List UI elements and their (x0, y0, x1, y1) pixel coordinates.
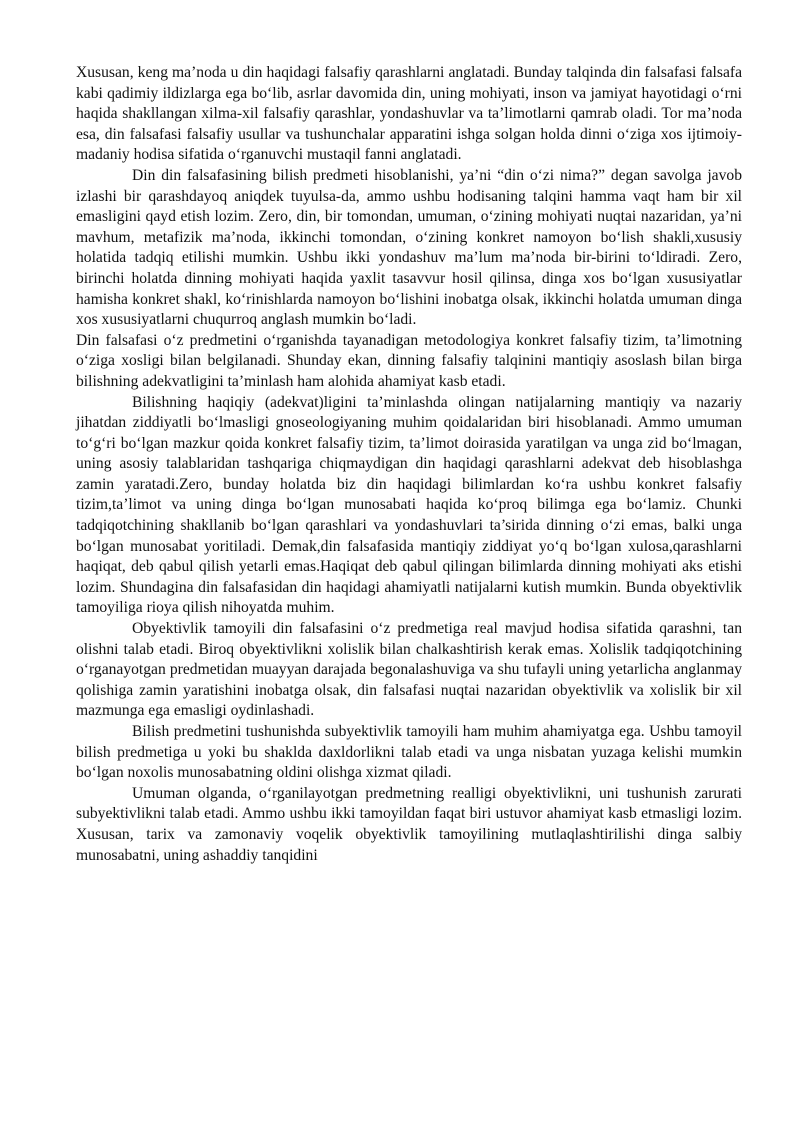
paragraph-7: Umuman olganda, o‘rganilayotgan predmetning realligi obyektivlikni, uni tushunish zarurati subyektivlikni talab etadi. Ammo ushbu ikki tamoyildan faqat biri ustuvor ahamiyat kasb etmasligi lozim. Xususan, tarix va zamonaviy voqelik obyektivlik tamoyilining mutlaqlashtirilishi dinga salbiy munosabatni, uning ashaddiy tanqidini (76, 784, 742, 864)
paragraph-6: Bilish predmetini tushunishda subyektivlik tamoyili ham muhim ahamiyatga ega. Ushbu tamoyil bilish predmetiga u yoki bu shaklda daxldorlikni talab etadi va unga nisbatan yuzaga kelishi mumkin bo‘lgan noxolis munosabatning oldini olishga xizmat qiladi. (76, 723, 742, 782)
document-page (76, 63, 742, 866)
paragraph-4: Bilishning haqiqiy (adekvat)ligini ta’minlashda olingan natijalarning mantiqiy va nazariy jihatdan ziddiyatli bo‘lmasligi gnoseologiyaning muhim qoidalaridan biri hisoblanadi. Ammo umuman to‘g‘ri bo‘lgan mazkur qoida konkret falsafiy tizim, ta’limot doirasida yaratilgan va unga zid bo‘lmagan, uning asosiy talablaridan tashqariga chiqmaydigan din haqidagi qarashlarni adekvat deb hisoblashga zamin yaratadi.Zero, bunday holatda biz din haqidagi bilimlardan ko‘ra ushbu konkret falsafiy tizim,ta’limot va uning dinga bo‘lgan munosabati haqida ko‘proq bilimga ega bo‘lamiz. Chunki tadqiqotchining shakllanib bo‘lgan qarashlari va yondashuvlari ta’sirida dinning o‘zi emas, balki unga bo‘lgan munosabat yoritiladi. Demak,din falsafasida mantiqiy ziddiyat yo‘q bo‘lgan xulosa,qarashlarni haqiqat, deb qabul qilish yetarli emas.Haqiqat deb qabul qilingan bilimlarda dinning mohiyati aks etishi lozim. Shundagina din falsafasidan din haqidagi ahamiyatli natijalarni kutish mumkin. Bunda obyektivlik tamoyiliga rioya qilish nihoyatda muhim. (76, 393, 742, 617)
paragraph-1: Xususan, keng ma’noda u din haqidagi falsafiy qarashlarni anglatadi. Bunday talqinda din falsafasi falsafa kabi qadimiy ildizlarga ega bo‘lib, asrlar davomida din, uning mohiyati, inson va jamiyat hayotidagi o‘rni haqida shakllangan xilma-xil falsafiy qarashlar, yondashuvlar va ta’limotlarni qamrab oladi. Tor ma’noda esa, din falsafasi falsafiy usullar va tushunchalar apparatini ishga solgan holda dinni o‘ziga xos ijtimoiy-madaniy hodisa sifatida o‘rganuvchi mustaqil fanni anglatadi. (76, 64, 742, 164)
paragraph-3: Din falsafasi o‘z predmetini o‘rganishda tayanadigan metodologiya konkret falsafiy tizim, ta’limotning o‘ziga xosligi bilan belgilanadi. Shunday ekan, dinning falsafiy talqinini mantiqiy asoslash bilan birga bilishning adekvatligini ta’minlash ham alohida ahamiyat kasb etadi. (76, 331, 742, 390)
paragraph-5: Obyektivlik tamoyili din falsafasini o‘z predmetiga real mavjud hodisa sifatida qarashni, tan olishni talab etadi. Biroq obyektivlikni xolislik bilan chalkashtirish kerak emas. Xolislik tadqiqotchining o‘rganayotgan predmetidan muayyan darajada begonalashuviga va shu tufayli uning yetarlicha anglanmay qolishiga zamin yaratishini inobatga olsak, din falsafasi nuqtai nazaridan obyektivlik va xolislik bir xil mazmunga ega emasligi oydinlashadi. (76, 620, 742, 720)
paragraph-2: Din din falsafasining bilish predmeti hisoblanishi, ya’ni “din o‘zi nima?” degan savolga javob izlashi bir qarashdayoq aniqdek tuyulsa-da, ammo ushbu hodisaning talqini hamma vaqt ham bir xil emasligini qayd etish lozim. Zero, din, bir tomondan, umuman, o‘zining mohiyati nuqtai nazaridan, ya’ni mavhum, metafizik ma’noda, ikkinchi tomondan, o‘zining konkret namoyon bo‘lish shakli,xususiy holatida tadqiq etilishi mumkin. Ushbu ikki yondashuv ma’lum ma’noda bir-birini to‘ldiradi. Zero, birinchi holatda dinning mohiyati haqida yaxlit tasavvur hosil qilinsa, dinga xos bo‘lgan xususiyatlar hamisha konkret shakl, ko‘rinishlarda namoyon bo‘lishini inobatga olsak, ikkinchi holatda umuman dinga xos xususiyatlarni chuqurroq anglash mumkin bo‘ladi. (76, 166, 742, 329)
